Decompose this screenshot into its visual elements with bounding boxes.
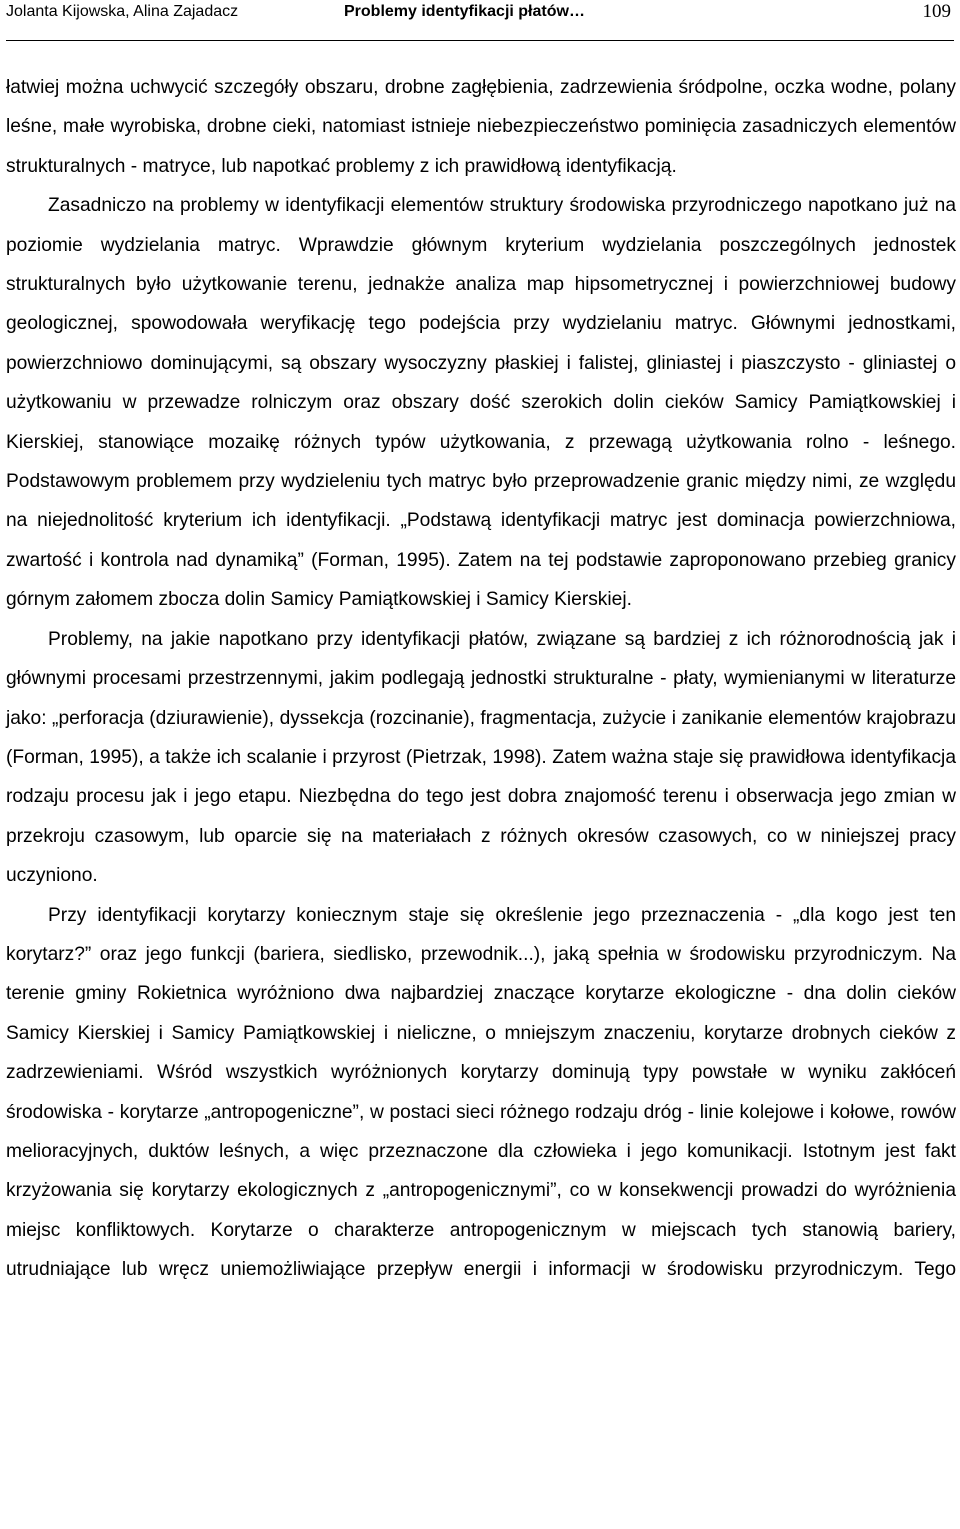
page-number: 109: [922, 1, 951, 22]
paragraph-3: Problemy, na jakie napotkano przy identyfikacji płatów, związane są bardziej z ich różnorodnością jak i głównymi procesami przestrzennymi, jakim podlegają jednostki strukturalne - płaty, wymienianymi w literaturze jako: „perforacja (dziurawienie), dyssekcja (rozcinanie), fragmentacja, zużycie i zanikanie elementów krajobrazu (Forman, 1995), a także ich scalanie i przyrost (Pietrzak, 1998). Zatem ważna staje się prawidłowa identyfikacja rodzaju procesu jak i jego etapu. Niezbędna do tego jest dobra znajomość terenu i obserwacja jego zmian w przekroju czasowym, lub oparcie się na materiałach z różnych okresów czasowych, co w niniejszej pracy uczyniono.: [6, 628, 956, 887]
body-text: [6, 68, 956, 1290]
header-title: Problemy identyfikacji płatów…: [344, 3, 585, 20]
header-authors: Jolanta Kijowska, Alina Zajadacz: [6, 3, 239, 20]
header-rule: [6, 40, 954, 41]
running-header: [6, 0, 954, 30]
paragraph-2: Zasadniczo na problemy w identyfikacji elementów struktury środowiska przyrodniczego napotkano już na poziomie wydzielania matryc. Wprawdzie głównym kryterium wydzielania poszczególnych jednostek strukturalnych było użytkowanie terenu, jednakże analiza map hipsometrycznej i powierzchniowej budowy geologicznej, spowodowała weryfikację tego podejścia przy wydzielaniu matryc. Głównymi jednostkami, powierzchniowo dominującymi, są obszary wysoczyzny płaskiej i falistej, gliniastej i piaszczysto - gliniastej o użytkowaniu w przewadze rolniczym oraz obszary dość szerokich dolin cieków Samicy Pamiątkowskiej i Kierskiej, stanowiące mozaikę różnych typów użytkowania, z przewagą użytkowania rolno - leśnego. Podstawowym problemem przy wydzieleniu tych matryc było przeprowadzenie granic między nimi, ze względu na niejednolitość kryterium ich identyfikacji. „Podstawą identyfikacji matryc jest dominacja powierzchniowa, zwartość i kontrola nad dynamiką” (Forman, 1995). Zatem na tej podstawie zaproponowano przebieg granicy górnym załomem zbocza dolin Samicy Pamiątkowskiej i Samicy Kierskiej.: [6, 195, 956, 611]
paragraph-4: Przy identyfikacji korytarzy koniecznym staje się określenie jego przeznaczenia - „dla kogo jest ten korytarz?” oraz jego funkcji (bariera, siedlisko, przewodnik...), jaką spełnia w środowisku przyrodniczym. Na terenie gminy Rokietnica wyróżniono dwa najbardziej znaczące korytarze ekologiczne - dna dolin cieków Samicy Kierskiej i Samicy Pamiątkowskiej i nieliczne, o mniejszym znaczeniu, korytarze drobnych cieków z zadrzewieniami. Wśród wszystkich wyróżnionych korytarzy dominują typy powstałe w wyniku zakłóceń środowiska - korytarze „antropogeniczne”, w postaci sieci różnego rodzaju dróg - linie kolejowe i kołowe, rowów melioracyjnych, duktów leśnych, a więc przeznaczone dla człowieka i jego komunikacji. Istotnym jest fakt krzyżowania się korytarzy ekologicznych z „antropogenicznymi”, co w konsekwencji prowadzi do wyróżnienia miejsc konfliktowych. Korytarze o charakterze antropogenicznym w miejscach tych stanowią bariery, utrudniające lub wręcz uniemożliwiające przepływ energii i informacji w środowisku przyrodniczym. Tego: [6, 904, 956, 1281]
paragraph-1: łatwiej można uchwycić szczegóły obszaru, drobne zagłębienia, zadrzewienia śródpolne, oczka wodne, polany leśne, małe wyrobiska, drobne cieki, natomiast istnieje niebezpieczeństwo pominięcia zasadniczych elementów strukturalnych - matryce, lub napotkać problemy z ich prawidłową identyfikacją.: [6, 77, 956, 177]
